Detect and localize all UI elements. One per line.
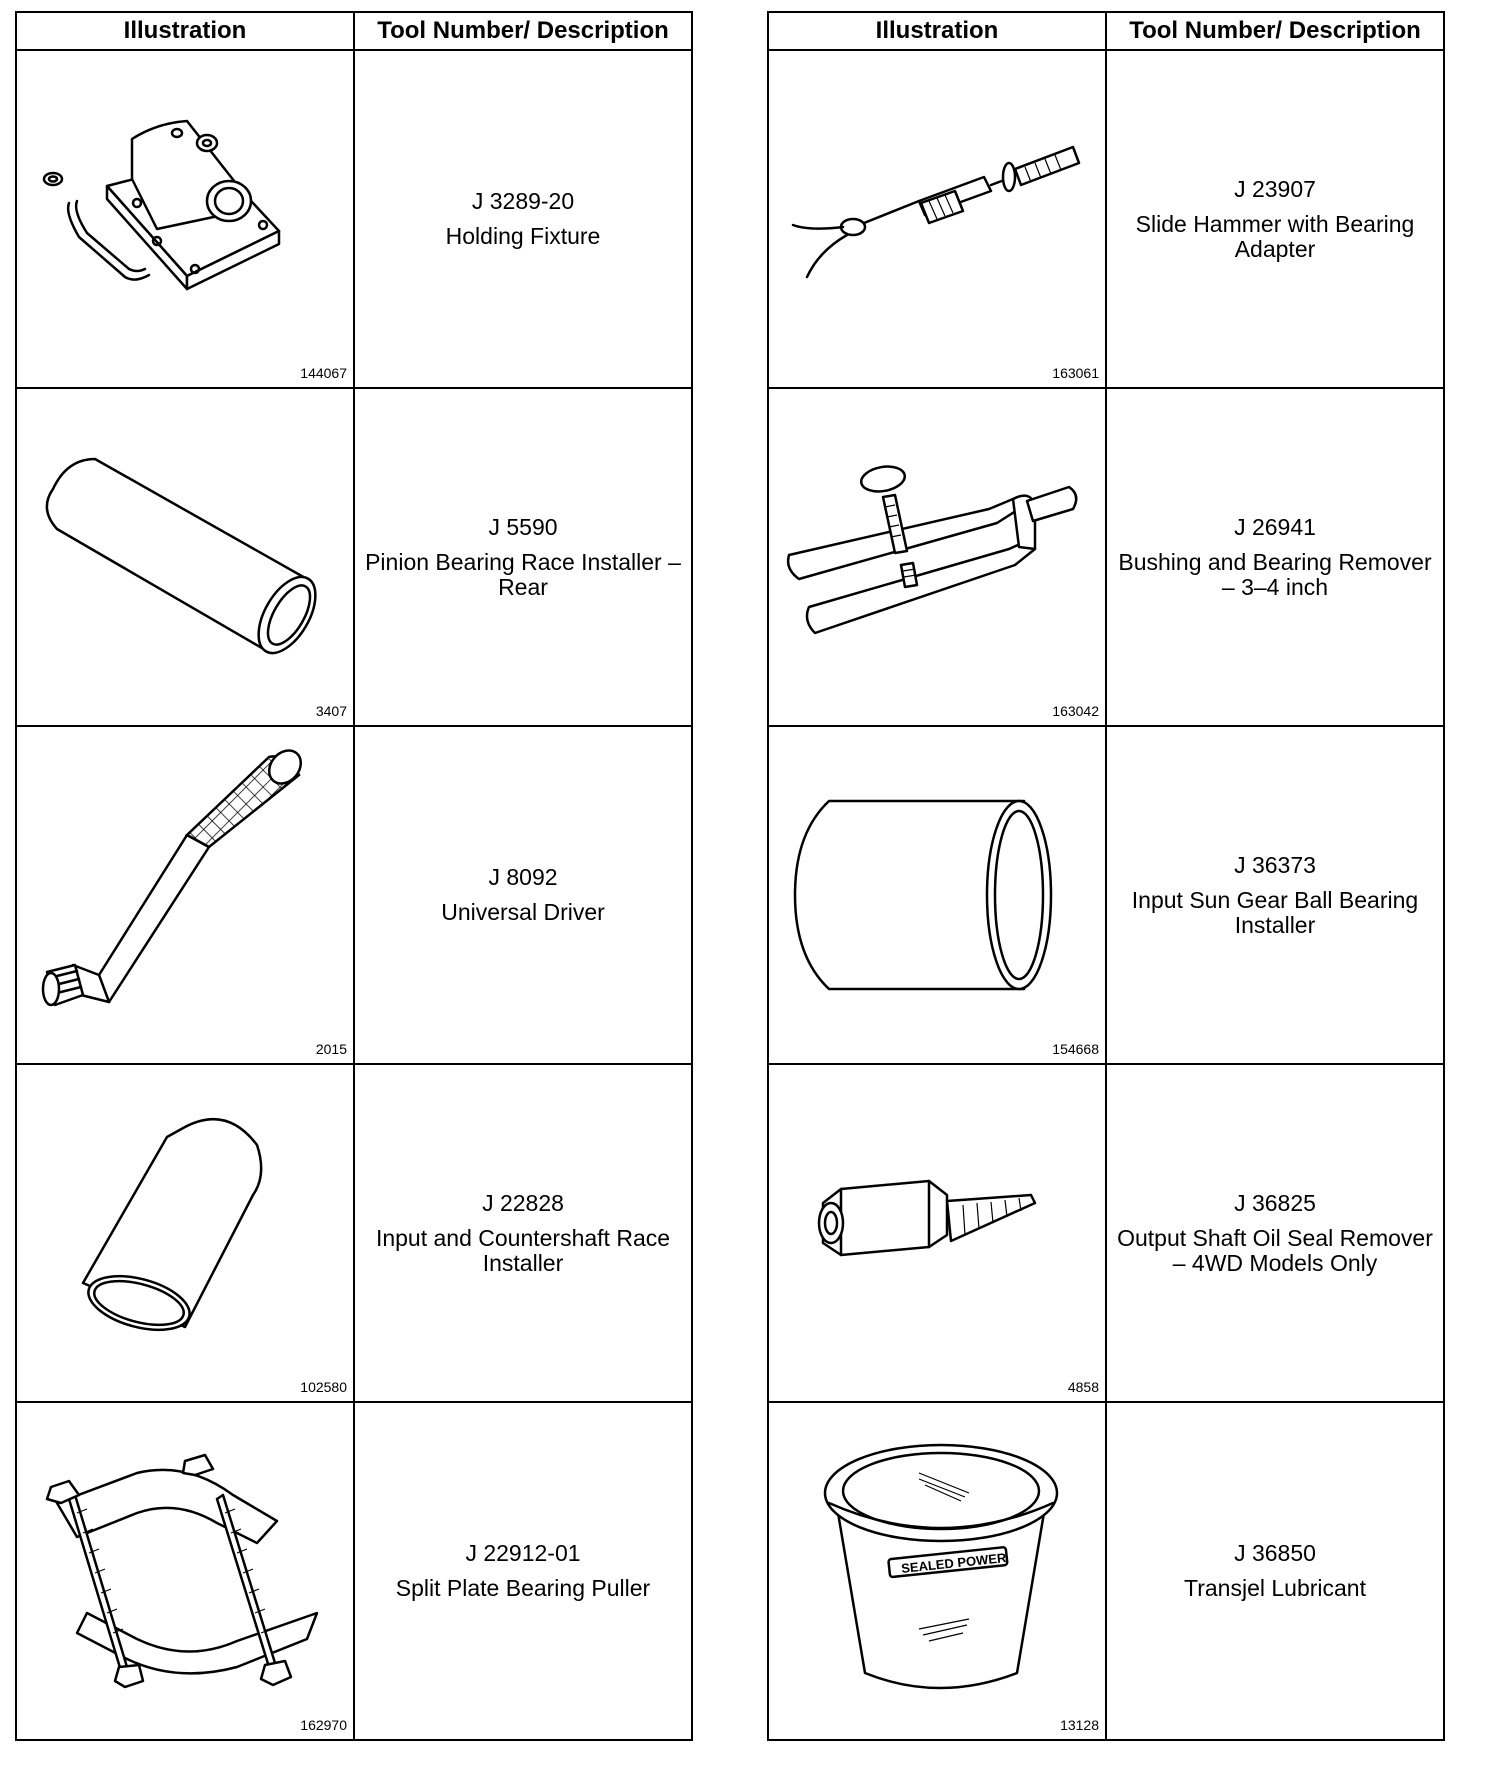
- tool-number: J 22912-01: [465, 1540, 581, 1566]
- figure-number: 13128: [1060, 1717, 1099, 1733]
- figure-number: 3407: [315, 703, 347, 719]
- illustration-cell: [16, 726, 354, 1064]
- driver-handle-icon: [17, 727, 355, 1063]
- table-row: [768, 1402, 1444, 1740]
- illustration-cell: [768, 1402, 1106, 1740]
- table-row: [16, 1402, 692, 1740]
- table-row: [16, 726, 692, 1064]
- tube-installer-icon: [17, 389, 355, 725]
- tool-description: Input Sun Gear Ball Bearing Installer: [1131, 886, 1419, 938]
- illustration-cell: [768, 1064, 1106, 1402]
- illustration-cell: [16, 1064, 354, 1402]
- tool-description-cell: [1106, 1402, 1444, 1740]
- figure-number: 163061: [1052, 365, 1099, 381]
- header-row: [768, 12, 1444, 50]
- illustration-cell: [768, 50, 1106, 388]
- table-row: [768, 1064, 1444, 1402]
- table-row: [768, 50, 1444, 388]
- figure-number: 2015: [315, 1041, 347, 1057]
- tub-label: SEALED POWER: [900, 1550, 1007, 1576]
- tool-description: Transjel Lubricant: [1184, 1575, 1366, 1601]
- tool-description-cell: [1106, 1064, 1444, 1402]
- illustration-cell: [16, 50, 354, 388]
- tool-description: Slide Hammer with Bearing Adapter: [1135, 210, 1415, 262]
- tool-number: J 3289-20: [471, 188, 575, 214]
- tool-description-cell: [354, 50, 692, 388]
- header-illustration: Illustration: [16, 12, 354, 50]
- illustration-cell: [16, 1402, 354, 1740]
- header-description: Tool Number/ Description: [354, 12, 692, 50]
- tool-number: J 8092: [488, 864, 558, 890]
- tool-description: Holding Fixture: [445, 223, 601, 249]
- tool-description-cell: [354, 388, 692, 726]
- tool-description-cell: [1106, 726, 1444, 1064]
- table-row: [16, 50, 692, 388]
- tool-description-cell: [1106, 388, 1444, 726]
- tool-number: J 36825: [1234, 1189, 1316, 1216]
- bushing-remover-icon: [769, 389, 1107, 725]
- illustration-cell: [16, 388, 354, 726]
- figure-number: 102580: [300, 1379, 347, 1395]
- tool-description-cell: [354, 1402, 692, 1740]
- tool-number: J 23907: [1234, 175, 1316, 202]
- tool-table-left: [15, 11, 693, 1741]
- tool-description: Universal Driver: [441, 899, 605, 925]
- figure-number: 4858: [1067, 1379, 1099, 1395]
- figure-number: 162970: [300, 1717, 347, 1733]
- holding-fixture-icon: [17, 51, 355, 387]
- tool-description: Pinion Bearing Race Installer – Rear: [365, 548, 681, 600]
- table-row: [16, 388, 692, 726]
- tool-description-cell: [1106, 50, 1444, 388]
- slide-hammer-icon: [769, 51, 1107, 387]
- table-row: [768, 726, 1444, 1064]
- tool-description: Split Plate Bearing Puller: [395, 1575, 651, 1601]
- tool-number: J 36850: [1234, 1540, 1316, 1566]
- tool-number: J 5590: [488, 513, 558, 540]
- tool-description-cell: [354, 1064, 692, 1402]
- seal-remover-icon: [769, 1065, 1107, 1401]
- tool-number: J 36373: [1234, 851, 1316, 878]
- header-row: [16, 12, 692, 50]
- illustration-cell: [768, 726, 1106, 1064]
- figure-number: 144067: [300, 365, 347, 381]
- tool-table-right: [767, 11, 1445, 1741]
- illustration-cell: [768, 388, 1106, 726]
- tube-installer-icon: [17, 1065, 355, 1401]
- table-row: [16, 1064, 692, 1402]
- tool-number: J 26941: [1234, 513, 1316, 540]
- table-row: [768, 388, 1444, 726]
- figure-number: 163042: [1052, 703, 1099, 719]
- lubricant-tub-icon: [769, 1403, 1107, 1739]
- header-description: Tool Number/ Description: [1106, 12, 1444, 50]
- split-plate-puller-icon: [17, 1403, 355, 1739]
- tool-description: Output Shaft Oil Seal Remover – 4WD Models Only: [1117, 1224, 1433, 1276]
- header-illustration: Illustration: [768, 12, 1106, 50]
- tool-number: J 22828: [482, 1189, 564, 1216]
- cylinder-installer-icon: [769, 727, 1107, 1063]
- figure-number: 154668: [1052, 1041, 1099, 1057]
- tool-description: Input and Countershaft Race Installer: [375, 1224, 671, 1276]
- tool-description-cell: [354, 726, 692, 1064]
- tool-description: Bushing and Bearing Remover – 3–4 inch: [1118, 548, 1432, 600]
